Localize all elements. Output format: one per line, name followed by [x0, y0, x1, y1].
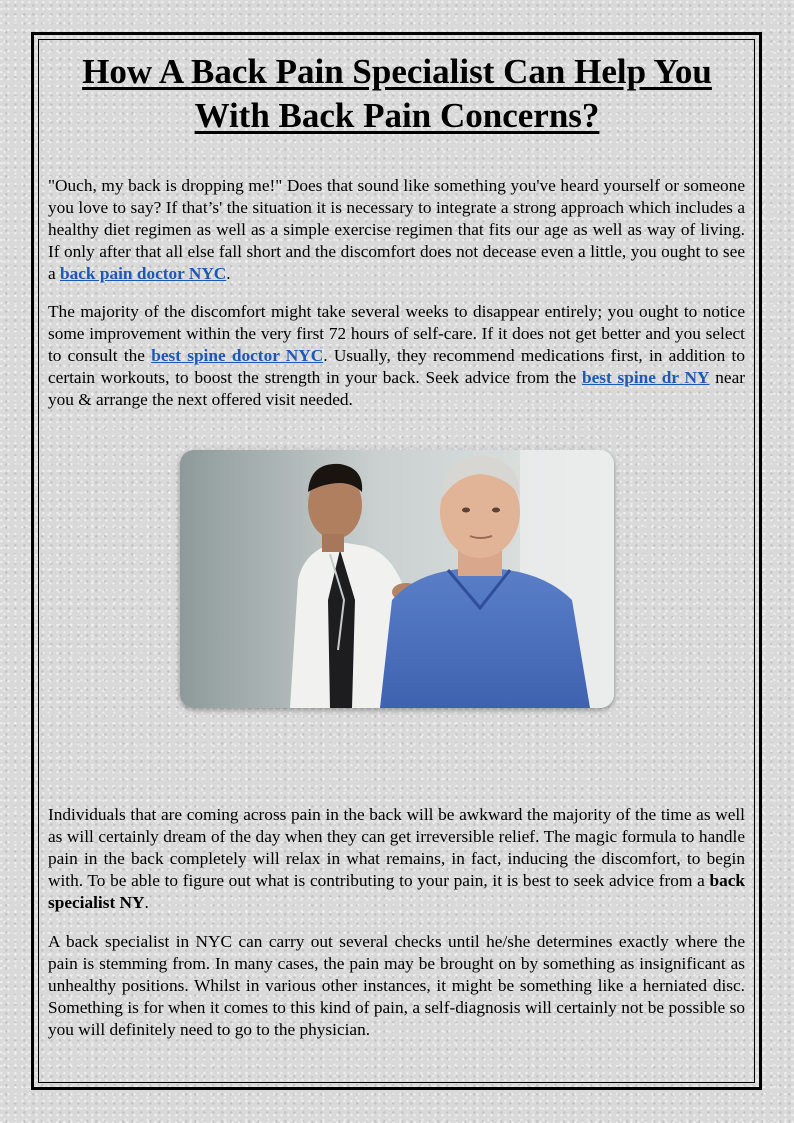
- link-back-pain-doctor-nyc[interactable]: back pain doctor NYC: [60, 264, 227, 283]
- title-line-1: How A Back Pain Specialist Can Help You: [82, 52, 712, 91]
- link-best-spine-dr-ny[interactable]: best spine dr NY: [582, 368, 710, 387]
- link-best-spine-doctor-nyc[interactable]: best spine doctor NYC: [151, 346, 324, 365]
- paragraph-2-text-3: near you & arrange the next offered visit needed.: [48, 368, 745, 409]
- paragraph-4: [48, 931, 745, 1041]
- paragraph-4-text: A back specialist in NYC can carry out several checks until he/she determines exactly where the pain is stemming from. In many cases, the pain may be brought on by something as insignificant as unhealthy positions. Whilst in various other instances, it might be something like a herniated disc. Something is for when it comes to this kind of pain, a self-diagnosis will certainly not be possible so you will definitely need to go to the physician.: [48, 932, 745, 1039]
- paragraph-1-end: .: [226, 264, 231, 283]
- paragraph-3: [48, 804, 745, 914]
- doctor-patient-photo: [180, 450, 614, 708]
- paragraph-1-text: "Ouch, my back is dropping me!" Does that sound like something you've heard yourself or someone you love to say? If that’s' the situation it is necessary to integrate a strong approach which includes a healthy diet regimen as well as a simple exercise regimen that fits our age as well as way of living. If only after that all else fall short and the discomfort does not decease even a little, you ought to see a: [48, 176, 745, 283]
- paragraph-2-text-2: . Usually, they recommend medications first, in addition to certain workouts, to boost the strength in your back. Seek advice from the: [48, 346, 745, 387]
- back-specialist-bold: back specialist NY: [48, 871, 745, 912]
- page-title: [48, 50, 746, 138]
- paragraph-3-end: .: [144, 893, 149, 912]
- title-line-2: With Back Pain Concerns?: [194, 96, 600, 135]
- paragraph-3-text: Individuals that are coming across pain in the back will be awkward the majority of the time as well as will certainly dream of the day when they can get irreversible relief. The magic formula to handle pain in the back completely will relax in what remains, in fact, inducing the discomfort, to begin with. To be able to figure out what is contributing to your pain, it is best to seek advice from a: [48, 805, 745, 890]
- paragraph-2-text-1: The majority of the discomfort might take several weeks to disappear entirely; you ought to notice some improvement within the very first 72 hours of self-care. If it does not get better and you select to consult the: [48, 302, 745, 365]
- paragraph-1: [48, 175, 745, 285]
- paragraph-2: [48, 301, 745, 411]
